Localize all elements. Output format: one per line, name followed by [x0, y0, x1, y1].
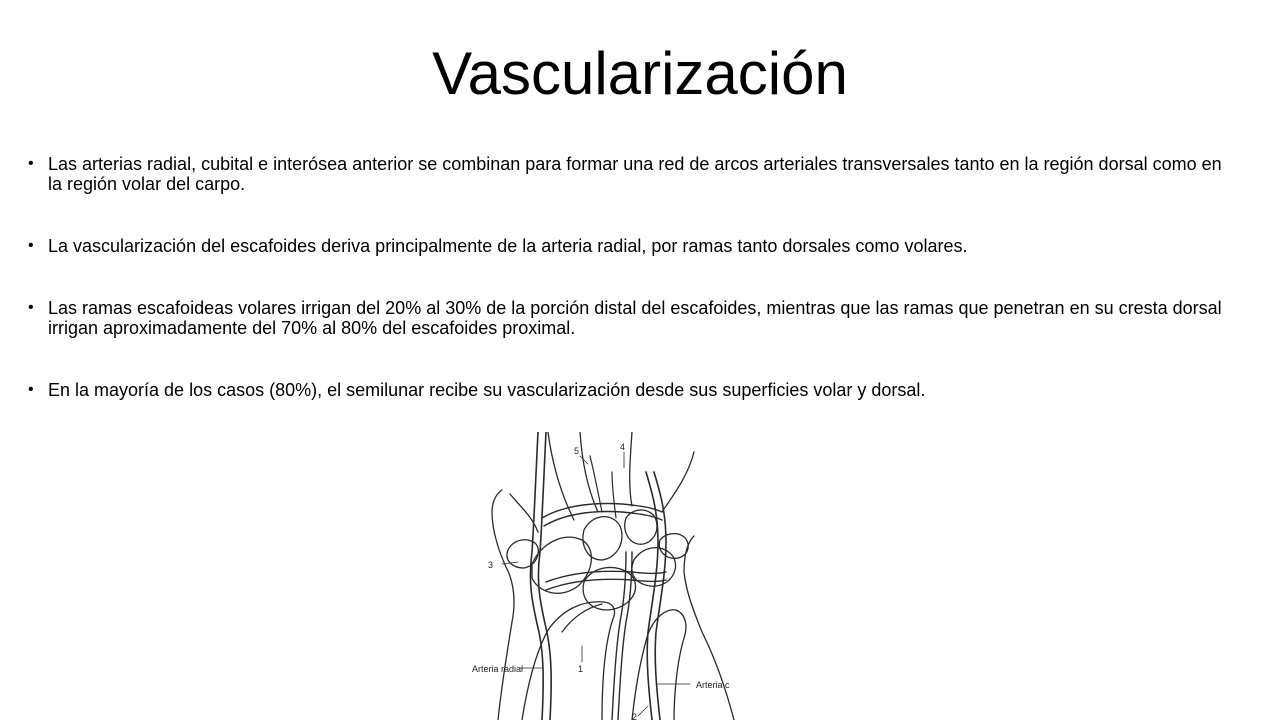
wrist-drawing — [462, 432, 768, 720]
bullet-text: Las ramas escafoideas volares irrigan del 20% al 30% de la porción distal del escafoides, mientras que las ramas que penetran en su cresta dorsal irrigan aproximadamente del 70% al 80% del escafoides proximal. — [48, 298, 1222, 338]
bullet-item — [28, 298, 1228, 338]
bullet-dot-icon: • — [28, 299, 34, 316]
figure-label-5: 5 — [574, 446, 580, 456]
bullet-text: La vascularización del escafoides deriva principalmente de la arteria radial, por ramas tanto dorsales como volares. — [48, 236, 968, 256]
bullet-text: En la mayoría de los casos (80%), el semilunar recibe su vascularización desde sus superficies volar y dorsal. — [48, 380, 926, 400]
forearm-outline-right — [684, 536, 734, 720]
bullet-dot-icon: • — [28, 155, 34, 172]
bullet-text: Las arterias radial, cubital e interósea anterior se combinan para formar una red de arcos arteriales transversales tanto en la región dorsal como en la región volar del carpo. — [48, 154, 1222, 194]
forearm-outline-left — [492, 490, 514, 720]
figure-label-ulnar-artery: Arteria c — [696, 680, 730, 690]
figure-label-3: 3 — [488, 560, 494, 570]
dorsal-carpal-arch — [546, 571, 666, 582]
figure-label-radial-artery: Arteria radial — [472, 664, 524, 674]
figure-label-1: 1 — [578, 664, 584, 674]
figure-label-2: 2 — [632, 712, 638, 720]
trapezium-bone — [507, 540, 538, 568]
metacarpal-4 — [630, 432, 632, 506]
wrist-vascular-illustration — [462, 432, 768, 720]
capitate-bone — [583, 517, 622, 560]
leader-line-2 — [638, 706, 648, 716]
metacarpal-3 — [580, 432, 598, 512]
bullet-item — [28, 154, 1228, 194]
pisiform-bone — [659, 534, 688, 559]
slide-title: Vascularización — [432, 40, 848, 107]
bullet-dot-icon: • — [28, 381, 34, 398]
metacarpal-5 — [662, 452, 694, 512]
figure-label-4: 4 — [620, 442, 626, 452]
bullet-dot-icon: • — [28, 237, 34, 254]
bullet-list — [28, 154, 1228, 442]
bullet-item — [28, 380, 1228, 400]
bullet-item — [28, 236, 1228, 256]
